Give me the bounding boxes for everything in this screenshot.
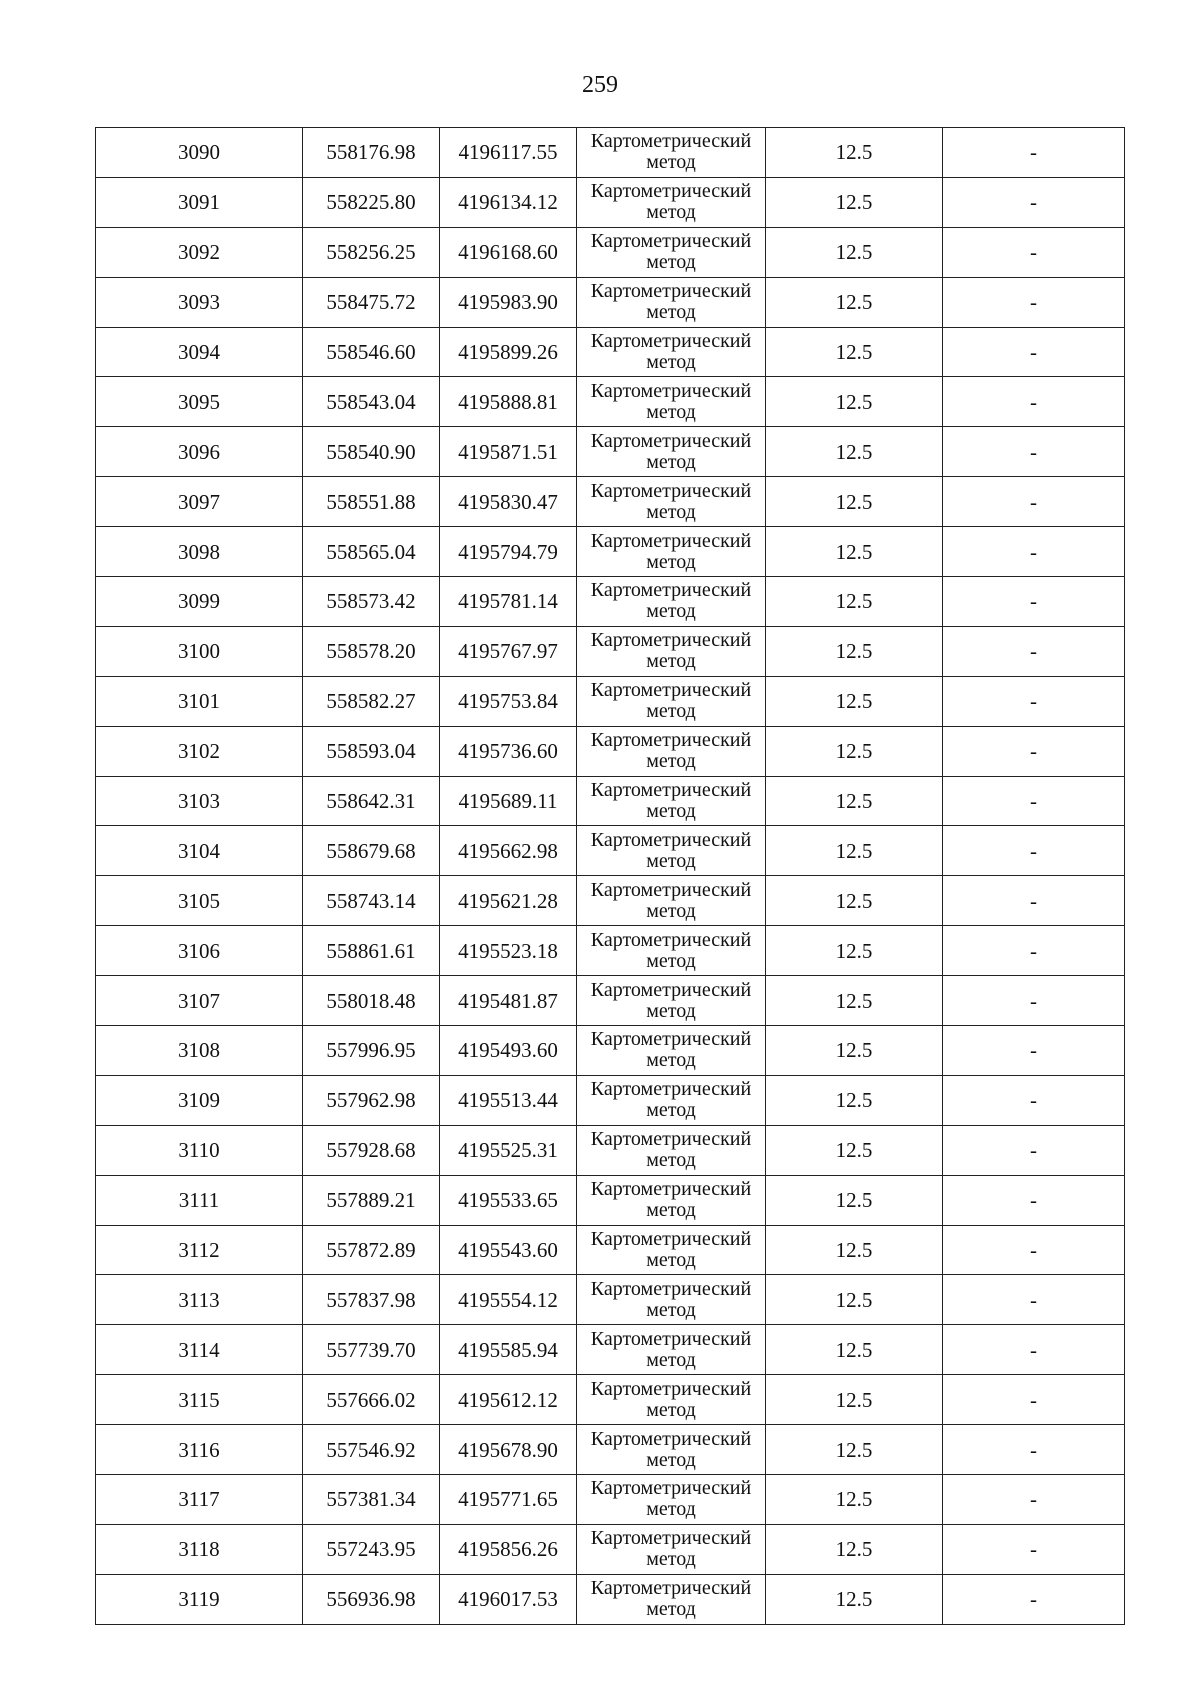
y-coordinate-cell: 4195794.79 (440, 527, 577, 577)
y-coordinate-cell: 4195585.94 (440, 1325, 577, 1375)
point-number-cell: 3093 (96, 277, 303, 327)
point-number-cell: 3098 (96, 527, 303, 577)
coordinates-table-body (96, 128, 1125, 1625)
x-coordinate-cell: 557889.21 (303, 1175, 440, 1225)
accuracy-cell: 12.5 (766, 1574, 943, 1624)
table-row (96, 427, 1125, 477)
note-cell: - (943, 876, 1125, 926)
point-number-cell: 3103 (96, 776, 303, 826)
note-cell: - (943, 1475, 1125, 1525)
method-cell: Картометрический метод (577, 1375, 766, 1425)
table-row (96, 1574, 1125, 1624)
point-number-cell: 3105 (96, 876, 303, 926)
note-cell: - (943, 1275, 1125, 1325)
point-number-cell: 3106 (96, 926, 303, 976)
table-row (96, 1425, 1125, 1475)
x-coordinate-cell: 557962.98 (303, 1075, 440, 1125)
y-coordinate-cell: 4195554.12 (440, 1275, 577, 1325)
method-cell: Картометрический метод (577, 1325, 766, 1375)
table-row (96, 128, 1125, 178)
accuracy-cell: 12.5 (766, 1225, 943, 1275)
y-coordinate-cell: 4195781.14 (440, 577, 577, 627)
note-cell: - (943, 227, 1125, 277)
y-coordinate-cell: 4195888.81 (440, 377, 577, 427)
x-coordinate-cell: 557666.02 (303, 1375, 440, 1425)
y-coordinate-cell: 4195481.87 (440, 976, 577, 1026)
table-row (96, 277, 1125, 327)
point-number-cell: 3116 (96, 1425, 303, 1475)
method-cell: Картометрический метод (577, 427, 766, 477)
accuracy-cell: 12.5 (766, 1125, 943, 1175)
x-coordinate-cell: 557739.70 (303, 1325, 440, 1375)
method-cell: Картометрический метод (577, 277, 766, 327)
y-coordinate-cell: 4195771.65 (440, 1475, 577, 1525)
x-coordinate-cell: 557546.92 (303, 1425, 440, 1475)
table-row (96, 1275, 1125, 1325)
point-number-cell: 3091 (96, 177, 303, 227)
accuracy-cell: 12.5 (766, 976, 943, 1026)
y-coordinate-cell: 4195533.65 (440, 1175, 577, 1225)
y-coordinate-cell: 4195899.26 (440, 327, 577, 377)
y-coordinate-cell: 4195830.47 (440, 477, 577, 527)
y-coordinate-cell: 4195736.60 (440, 726, 577, 776)
note-cell: - (943, 1524, 1125, 1574)
table-row (96, 1475, 1125, 1525)
x-coordinate-cell: 558565.04 (303, 527, 440, 577)
y-coordinate-cell: 4195513.44 (440, 1075, 577, 1125)
y-coordinate-cell: 4195525.31 (440, 1125, 577, 1175)
point-number-cell: 3102 (96, 726, 303, 776)
note-cell: - (943, 776, 1125, 826)
x-coordinate-cell: 557928.68 (303, 1125, 440, 1175)
table-row (96, 477, 1125, 527)
point-number-cell: 3092 (96, 227, 303, 277)
table-row (96, 377, 1125, 427)
note-cell: - (943, 327, 1125, 377)
accuracy-cell: 12.5 (766, 1524, 943, 1574)
table-row (96, 1175, 1125, 1225)
y-coordinate-cell: 4195621.28 (440, 876, 577, 926)
note-cell: - (943, 1026, 1125, 1076)
note-cell: - (943, 926, 1125, 976)
table-row (96, 876, 1125, 926)
point-number-cell: 3095 (96, 377, 303, 427)
note-cell: - (943, 277, 1125, 327)
table-row (96, 726, 1125, 776)
table-row (96, 227, 1125, 277)
method-cell: Картометрический метод (577, 876, 766, 926)
x-coordinate-cell: 558861.61 (303, 926, 440, 976)
method-cell: Картометрический метод (577, 1225, 766, 1275)
accuracy-cell: 12.5 (766, 776, 943, 826)
point-number-cell: 3094 (96, 327, 303, 377)
y-coordinate-cell: 4195689.11 (440, 776, 577, 826)
y-coordinate-cell: 4195678.90 (440, 1425, 577, 1475)
accuracy-cell: 12.5 (766, 1026, 943, 1076)
method-cell: Картометрический метод (577, 1524, 766, 1574)
point-number-cell: 3119 (96, 1574, 303, 1624)
y-coordinate-cell: 4195871.51 (440, 427, 577, 477)
note-cell: - (943, 377, 1125, 427)
table-row (96, 976, 1125, 1026)
accuracy-cell: 12.5 (766, 577, 943, 627)
point-number-cell: 3097 (96, 477, 303, 527)
x-coordinate-cell: 557243.95 (303, 1524, 440, 1574)
method-cell: Картометрический метод (577, 826, 766, 876)
point-number-cell: 3118 (96, 1524, 303, 1574)
x-coordinate-cell: 558475.72 (303, 277, 440, 327)
table-row (96, 626, 1125, 676)
note-cell: - (943, 976, 1125, 1026)
point-number-cell: 3112 (96, 1225, 303, 1275)
method-cell: Картометрический метод (577, 1275, 766, 1325)
note-cell: - (943, 1075, 1125, 1125)
x-coordinate-cell: 558546.60 (303, 327, 440, 377)
point-number-cell: 3101 (96, 676, 303, 726)
table-row (96, 1375, 1125, 1425)
x-coordinate-cell: 557996.95 (303, 1026, 440, 1076)
point-number-cell: 3110 (96, 1125, 303, 1175)
point-number-cell: 3104 (96, 826, 303, 876)
x-coordinate-cell: 558578.20 (303, 626, 440, 676)
note-cell: - (943, 1225, 1125, 1275)
accuracy-cell: 12.5 (766, 1375, 943, 1425)
method-cell: Картометрический метод (577, 926, 766, 976)
method-cell: Картометрический метод (577, 676, 766, 726)
point-number-cell: 3099 (96, 577, 303, 627)
point-number-cell: 3100 (96, 626, 303, 676)
table-row (96, 177, 1125, 227)
x-coordinate-cell: 558573.42 (303, 577, 440, 627)
table-row (96, 676, 1125, 726)
table-row (96, 776, 1125, 826)
note-cell: - (943, 626, 1125, 676)
method-cell: Картометрический метод (577, 1475, 766, 1525)
y-coordinate-cell: 4195543.60 (440, 1225, 577, 1275)
note-cell: - (943, 427, 1125, 477)
note-cell: - (943, 477, 1125, 527)
method-cell: Картометрический метод (577, 976, 766, 1026)
x-coordinate-cell: 557872.89 (303, 1225, 440, 1275)
accuracy-cell: 12.5 (766, 826, 943, 876)
x-coordinate-cell: 558679.68 (303, 826, 440, 876)
y-coordinate-cell: 4196117.55 (440, 128, 577, 178)
accuracy-cell: 12.5 (766, 277, 943, 327)
accuracy-cell: 12.5 (766, 177, 943, 227)
accuracy-cell: 12.5 (766, 1075, 943, 1125)
x-coordinate-cell: 558582.27 (303, 676, 440, 726)
y-coordinate-cell: 4195662.98 (440, 826, 577, 876)
x-coordinate-cell: 557837.98 (303, 1275, 440, 1325)
table-row (96, 1524, 1125, 1574)
method-cell: Картометрический метод (577, 377, 766, 427)
table-row (96, 1026, 1125, 1076)
x-coordinate-cell: 558018.48 (303, 976, 440, 1026)
method-cell: Картометрический метод (577, 726, 766, 776)
point-number-cell: 3090 (96, 128, 303, 178)
accuracy-cell: 12.5 (766, 876, 943, 926)
note-cell: - (943, 577, 1125, 627)
y-coordinate-cell: 4195612.12 (440, 1375, 577, 1425)
method-cell: Картометрический метод (577, 626, 766, 676)
page-number: 259 (582, 72, 618, 98)
method-cell: Картометрический метод (577, 327, 766, 377)
y-coordinate-cell: 4195753.84 (440, 676, 577, 726)
x-coordinate-cell: 558543.04 (303, 377, 440, 427)
method-cell: Картометрический метод (577, 1026, 766, 1076)
x-coordinate-cell: 558593.04 (303, 726, 440, 776)
accuracy-cell: 12.5 (766, 227, 943, 277)
accuracy-cell: 12.5 (766, 477, 943, 527)
note-cell: - (943, 527, 1125, 577)
note-cell: - (943, 177, 1125, 227)
table-row (96, 1225, 1125, 1275)
point-number-cell: 3109 (96, 1075, 303, 1125)
method-cell: Картометрический метод (577, 1125, 766, 1175)
accuracy-cell: 12.5 (766, 527, 943, 577)
method-cell: Картометрический метод (577, 577, 766, 627)
x-coordinate-cell: 556936.98 (303, 1574, 440, 1624)
x-coordinate-cell: 558551.88 (303, 477, 440, 527)
accuracy-cell: 12.5 (766, 1325, 943, 1375)
x-coordinate-cell: 558256.25 (303, 227, 440, 277)
table-row (96, 577, 1125, 627)
method-cell: Картометрический метод (577, 1075, 766, 1125)
table-row (96, 1125, 1125, 1175)
table-row (96, 327, 1125, 377)
x-coordinate-cell: 558225.80 (303, 177, 440, 227)
point-number-cell: 3117 (96, 1475, 303, 1525)
method-cell: Картометрический метод (577, 477, 766, 527)
coordinates-table (95, 127, 1125, 1625)
y-coordinate-cell: 4196134.12 (440, 177, 577, 227)
point-number-cell: 3107 (96, 976, 303, 1026)
accuracy-cell: 12.5 (766, 1275, 943, 1325)
y-coordinate-cell: 4195983.90 (440, 277, 577, 327)
note-cell: - (943, 676, 1125, 726)
y-coordinate-cell: 4196168.60 (440, 227, 577, 277)
accuracy-cell: 12.5 (766, 128, 943, 178)
note-cell: - (943, 1574, 1125, 1624)
x-coordinate-cell: 558540.90 (303, 427, 440, 477)
accuracy-cell: 12.5 (766, 1475, 943, 1525)
accuracy-cell: 12.5 (766, 427, 943, 477)
y-coordinate-cell: 4196017.53 (440, 1574, 577, 1624)
point-number-cell: 3115 (96, 1375, 303, 1425)
point-number-cell: 3108 (96, 1026, 303, 1076)
note-cell: - (943, 726, 1125, 776)
point-number-cell: 3111 (96, 1175, 303, 1225)
note-cell: - (943, 826, 1125, 876)
method-cell: Картометрический метод (577, 527, 766, 577)
method-cell: Картометрический метод (577, 177, 766, 227)
accuracy-cell: 12.5 (766, 1425, 943, 1475)
y-coordinate-cell: 4195856.26 (440, 1524, 577, 1574)
method-cell: Картометрический метод (577, 1574, 766, 1624)
accuracy-cell: 12.5 (766, 926, 943, 976)
accuracy-cell: 12.5 (766, 327, 943, 377)
method-cell: Картометрический метод (577, 128, 766, 178)
point-number-cell: 3113 (96, 1275, 303, 1325)
accuracy-cell: 12.5 (766, 626, 943, 676)
x-coordinate-cell: 557381.34 (303, 1475, 440, 1525)
accuracy-cell: 12.5 (766, 676, 943, 726)
point-number-cell: 3114 (96, 1325, 303, 1375)
table-row (96, 1325, 1125, 1375)
table-row (96, 527, 1125, 577)
y-coordinate-cell: 4195767.97 (440, 626, 577, 676)
note-cell: - (943, 1325, 1125, 1375)
y-coordinate-cell: 4195493.60 (440, 1026, 577, 1076)
note-cell: - (943, 1125, 1125, 1175)
note-cell: - (943, 128, 1125, 178)
x-coordinate-cell: 558743.14 (303, 876, 440, 926)
method-cell: Картометрический метод (577, 1425, 766, 1475)
method-cell: Картометрический метод (577, 227, 766, 277)
table-row (96, 826, 1125, 876)
method-cell: Картометрический метод (577, 776, 766, 826)
table-row (96, 1075, 1125, 1125)
table-row (96, 926, 1125, 976)
accuracy-cell: 12.5 (766, 726, 943, 776)
accuracy-cell: 12.5 (766, 377, 943, 427)
y-coordinate-cell: 4195523.18 (440, 926, 577, 976)
x-coordinate-cell: 558176.98 (303, 128, 440, 178)
accuracy-cell: 12.5 (766, 1175, 943, 1225)
note-cell: - (943, 1375, 1125, 1425)
note-cell: - (943, 1175, 1125, 1225)
note-cell: - (943, 1425, 1125, 1475)
point-number-cell: 3096 (96, 427, 303, 477)
method-cell: Картометрический метод (577, 1175, 766, 1225)
x-coordinate-cell: 558642.31 (303, 776, 440, 826)
